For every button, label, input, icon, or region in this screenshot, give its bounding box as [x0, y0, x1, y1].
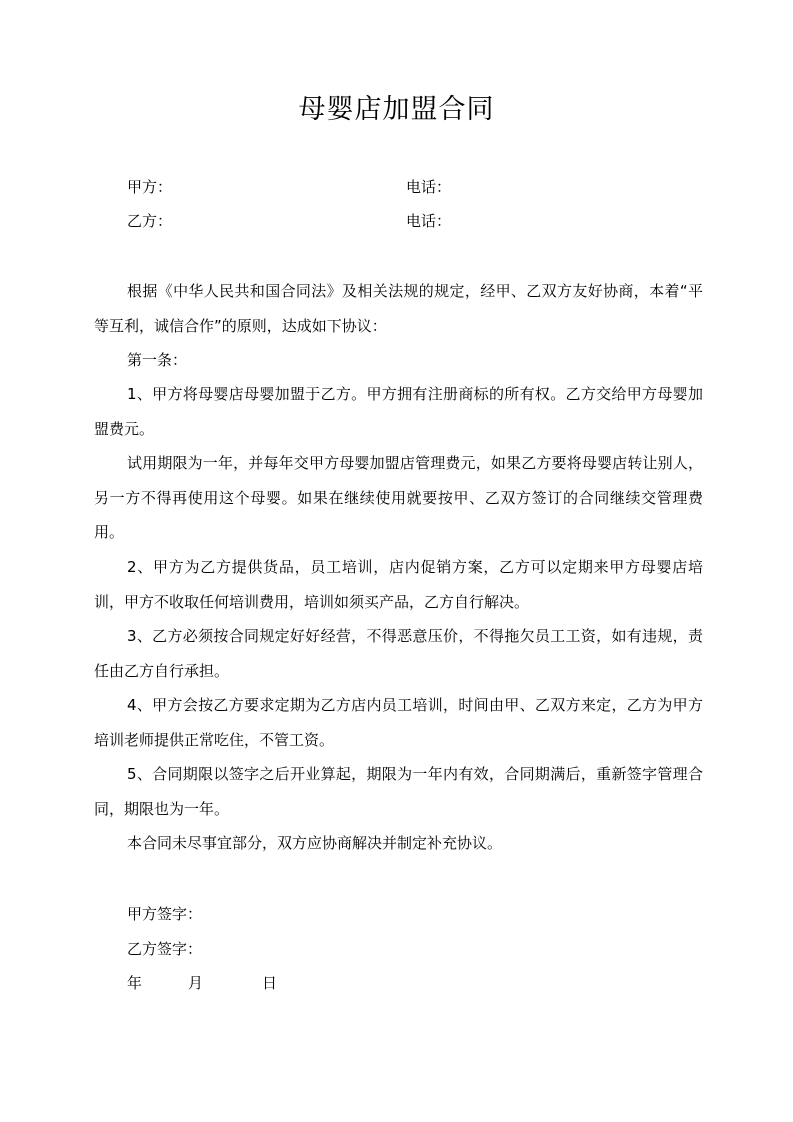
clause-3-paragraph: 3、乙方必须按合同规定好好经营，不得恶意压价，不得拖欠员工工资，如有违规，责任由乙方自行承担。: [94, 627, 703, 680]
clause-4-paragraph: 4、甲方会按乙方要求定期为乙方店内员工培训，时间由甲、乙双方来定，乙方为甲方培训老师提供正常吃住，不管工资。: [94, 696, 703, 749]
party-a-phone-label: 电话：: [406, 178, 452, 196]
trial-period-paragraph: 试用期限为一年，并每年交甲方母婴加盟店管理费元，如果乙方要将母婴店转让别人，另一方不得再使用这个母婴。如果在继续使用就要按甲、乙双方签订的合同继续交管理费用。: [94, 454, 703, 541]
party-b-label: 乙方：: [127, 212, 173, 230]
party-a-signature-label: 甲方签字：: [127, 905, 203, 923]
contract-title: 母婴店加盟合同: [298, 94, 495, 125]
preamble-paragraph: 根据《中华人民共和国合同法》及相关法规的规定，经甲、乙双方友好协商，本着“平等互利，诚信合作”的原则，达成如下协议：: [94, 282, 703, 335]
date-day-label: 日: [262, 974, 278, 992]
clause-1-paragraph: 1、甲方将母婴店母婴加盟于乙方。甲方拥有注册商标的所有权。乙方交给甲方母婴加盟费元。: [94, 385, 703, 438]
article-one-heading: 第一条：: [127, 351, 188, 369]
date-year-label: 年: [127, 974, 143, 992]
party-b-phone-label: 电话：: [406, 212, 452, 230]
clause-2-paragraph: 2、甲方为乙方提供货品，员工培训，店内促销方案，乙方可以定期来甲方母婴店培训，甲方不收取任何培训费用，培训如须买产品，乙方自行解决。: [94, 558, 703, 611]
clause-5-paragraph: 5、合同期限以签字之后开业算起，期限为一年内有效，合同期满后，重新签字管理合同，期限也为一年。: [94, 765, 703, 818]
supplement-paragraph: 本合同未尽事宜部分，双方应协商解决并制定补充协议。: [127, 834, 503, 852]
party-a-label: 甲方：: [127, 178, 173, 196]
party-b-signature-label: 乙方签字：: [127, 940, 203, 958]
date-month-label: 月: [188, 974, 204, 992]
